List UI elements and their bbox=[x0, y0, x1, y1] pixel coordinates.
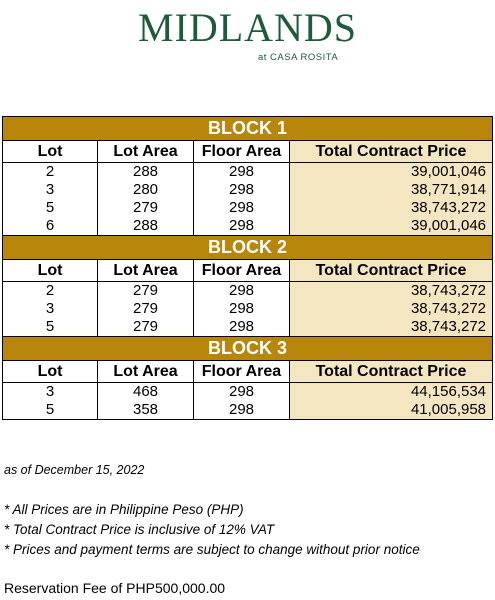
cell-total-contract-price: 38,743,272 bbox=[290, 318, 493, 337]
table-row bbox=[3, 282, 493, 301]
cell-lot-area: 279 bbox=[98, 282, 194, 301]
header-lot: Lot bbox=[3, 141, 98, 163]
cell-floor-area: 298 bbox=[194, 383, 290, 402]
note-currency: * All Prices are in Philippine Peso (PHP) bbox=[4, 502, 244, 517]
header-floor-area: Floor Area bbox=[194, 361, 290, 383]
header-lot: Lot bbox=[3, 361, 98, 383]
cell-floor-area: 298 bbox=[194, 181, 290, 199]
logo-subtitle: at CASA ROSITA bbox=[258, 52, 339, 63]
cell-lot-area: 288 bbox=[98, 217, 194, 236]
cell-floor-area: 298 bbox=[194, 300, 290, 318]
cell-lot-area: 280 bbox=[98, 181, 194, 199]
block-title: BLOCK 1 bbox=[3, 117, 493, 141]
cell-lot-area: 279 bbox=[98, 199, 194, 217]
cell-lot: 3 bbox=[3, 300, 98, 318]
reservation-fee: Reservation Fee of PHP500,000.00 bbox=[4, 580, 226, 596]
cell-lot: 6 bbox=[3, 217, 98, 236]
table-row bbox=[3, 318, 493, 337]
column-header-row bbox=[3, 141, 493, 163]
cell-floor-area: 298 bbox=[194, 282, 290, 301]
cell-lot: 5 bbox=[3, 318, 98, 337]
as-of-date: as of December 15, 2022 bbox=[4, 463, 145, 477]
note-subject-to-change: * Prices and payment terms are subject to change without prior notice bbox=[4, 542, 420, 557]
table-row bbox=[3, 217, 493, 236]
header-lot-area: Lot Area bbox=[98, 361, 194, 383]
cell-lot: 3 bbox=[3, 383, 98, 402]
block-title: BLOCK 3 bbox=[3, 337, 493, 361]
cell-lot: 5 bbox=[3, 199, 98, 217]
block-header-row bbox=[3, 236, 493, 260]
cell-lot-area: 288 bbox=[98, 163, 194, 182]
header-total-contract-price: Total Contract Price bbox=[290, 361, 493, 383]
note-vat: * Total Contract Price is inclusive of 12% VAT bbox=[4, 522, 275, 537]
table-row bbox=[3, 199, 493, 217]
midlands-logo bbox=[0, 5, 495, 63]
table-row bbox=[3, 181, 493, 199]
price-notes bbox=[4, 500, 420, 560]
cell-floor-area: 298 bbox=[194, 199, 290, 217]
cell-lot: 2 bbox=[3, 282, 98, 301]
cell-lot-area: 279 bbox=[98, 300, 194, 318]
header-total-contract-price: Total Contract Price bbox=[290, 260, 493, 282]
cell-total-contract-price: 39,001,046 bbox=[290, 217, 493, 236]
cell-floor-area: 298 bbox=[194, 401, 290, 420]
column-header-row bbox=[3, 260, 493, 282]
cell-lot: 5 bbox=[3, 401, 98, 420]
table-row bbox=[3, 401, 493, 420]
table-row bbox=[3, 300, 493, 318]
cell-lot-area: 358 bbox=[98, 401, 194, 420]
cell-floor-area: 298 bbox=[194, 163, 290, 182]
table-row bbox=[3, 383, 493, 402]
block-header-row bbox=[3, 117, 493, 141]
logo-title: MIDLANDS bbox=[137, 5, 358, 50]
cell-total-contract-price: 41,005,958 bbox=[290, 401, 493, 420]
cell-floor-area: 298 bbox=[194, 318, 290, 337]
cell-floor-area: 298 bbox=[194, 217, 290, 236]
cell-lot: 3 bbox=[3, 181, 98, 199]
cell-total-contract-price: 38,743,272 bbox=[290, 300, 493, 318]
cell-total-contract-price: 39,001,046 bbox=[290, 163, 493, 182]
header-lot: Lot bbox=[3, 260, 98, 282]
header-lot-area: Lot Area bbox=[98, 141, 194, 163]
block-header-row bbox=[3, 337, 493, 361]
header-floor-area: Floor Area bbox=[194, 141, 290, 163]
table-row bbox=[3, 163, 493, 182]
cell-lot: 2 bbox=[3, 163, 98, 182]
cell-total-contract-price: 38,743,272 bbox=[290, 199, 493, 217]
header-floor-area: Floor Area bbox=[194, 260, 290, 282]
header-total-contract-price: Total Contract Price bbox=[290, 141, 493, 163]
cell-total-contract-price: 44,156,534 bbox=[290, 383, 493, 402]
header-lot-area: Lot Area bbox=[98, 260, 194, 282]
cell-lot-area: 468 bbox=[98, 383, 194, 402]
cell-lot-area: 279 bbox=[98, 318, 194, 337]
cell-total-contract-price: 38,743,272 bbox=[290, 282, 493, 301]
block-title: BLOCK 2 bbox=[3, 236, 493, 260]
price-list-table bbox=[2, 116, 493, 420]
column-header-row bbox=[3, 361, 493, 383]
cell-total-contract-price: 38,771,914 bbox=[290, 181, 493, 199]
